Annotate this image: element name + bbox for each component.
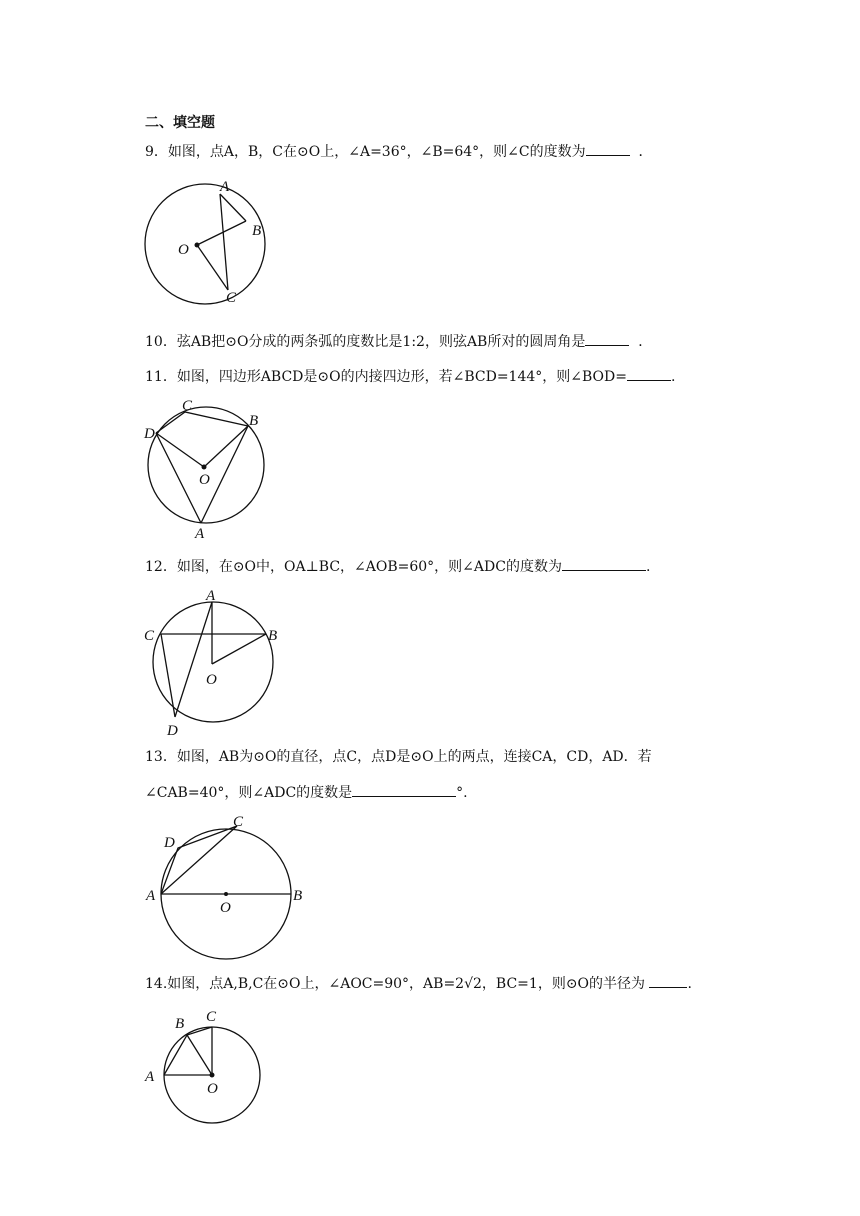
label-D: D — [167, 723, 178, 739]
question-9-text: 9．如图，点A，B，C在⊙O上，∠A=36°，∠B=64°，则∠C的度数为 — [145, 144, 586, 160]
label-C: C — [206, 1009, 217, 1025]
label-B: B — [293, 888, 303, 904]
question-10 — [145, 331, 652, 352]
question-11-tail: . — [671, 369, 676, 385]
label-O: O — [207, 1081, 218, 1097]
label-B: B — [252, 223, 262, 239]
figure-q14 — [140, 1005, 270, 1130]
figure-q12 — [140, 584, 300, 739]
label-C: C — [233, 814, 244, 830]
question-14 — [145, 973, 692, 994]
question-12-text: 12．如图，在⊙O中，OA⊥BC，∠AOB=60°，则∠ADC的度数为 — [145, 559, 562, 575]
question-9 — [145, 141, 653, 162]
question-12-tail: . — [645, 559, 651, 575]
circle — [153, 602, 273, 722]
label-D: D — [164, 835, 175, 851]
label-A: A — [195, 526, 205, 542]
label-O: O — [178, 242, 189, 258]
figure-q9 — [140, 178, 280, 308]
question-13-line2 — [145, 782, 468, 803]
question-11 — [145, 366, 675, 387]
label-O: O — [220, 900, 231, 916]
question-9-tail: ． — [638, 144, 653, 160]
label-B: B — [268, 628, 278, 644]
label-A: A — [220, 179, 230, 195]
question-14-tail: . — [687, 976, 692, 992]
figure-q11 — [140, 395, 280, 545]
question-13-text: 13．如图，AB为⊙O的直径，点C，点D是⊙O上的两点，连接CA，CD，AD．若 — [145, 749, 652, 765]
answer-blank-13[interactable] — [352, 782, 456, 797]
question-13-text2: ∠CAB=40°，则∠ADC的度数是 — [145, 785, 353, 801]
label-O: O — [199, 472, 210, 488]
label-A: A — [146, 888, 156, 904]
answer-blank-9[interactable] — [586, 141, 630, 156]
question-11-text: 11．如图，四边形ABCD是⊙O的内接四边形，若∠BCD=144°，则∠BOD= — [145, 369, 627, 385]
section-title: 二、填空题 — [145, 115, 215, 131]
question-12 — [145, 556, 650, 577]
question-10-tail: ． — [638, 334, 653, 350]
question-13-tail: °. — [456, 785, 468, 801]
label-C: C — [182, 398, 193, 414]
label-C: C — [226, 290, 237, 306]
label-C: C — [144, 628, 155, 644]
figure-q13 — [140, 812, 320, 967]
label-B: B — [175, 1016, 185, 1032]
answer-blank-12[interactable] — [562, 556, 646, 571]
answer-blank-10[interactable] — [585, 331, 629, 346]
label-O: O — [206, 672, 217, 688]
answer-blank-11[interactable] — [627, 366, 671, 381]
question-10-text: 10．弦AB把⊙O分成的两条弧的度数比是1:2，则弦AB所对的圆周角是 — [145, 334, 586, 350]
answer-blank-14[interactable] — [649, 973, 687, 988]
label-B: B — [249, 413, 259, 429]
question-13 — [145, 747, 652, 767]
label-D: D — [144, 426, 155, 442]
question-14-text: 14.如图，点A,B,C在⊙O上，∠AOC=90°，AB=2√2，BC=1，则⊙O的半径为 — [145, 976, 646, 992]
label-A: A — [206, 588, 216, 604]
label-A: A — [145, 1069, 155, 1085]
circle — [145, 184, 265, 304]
